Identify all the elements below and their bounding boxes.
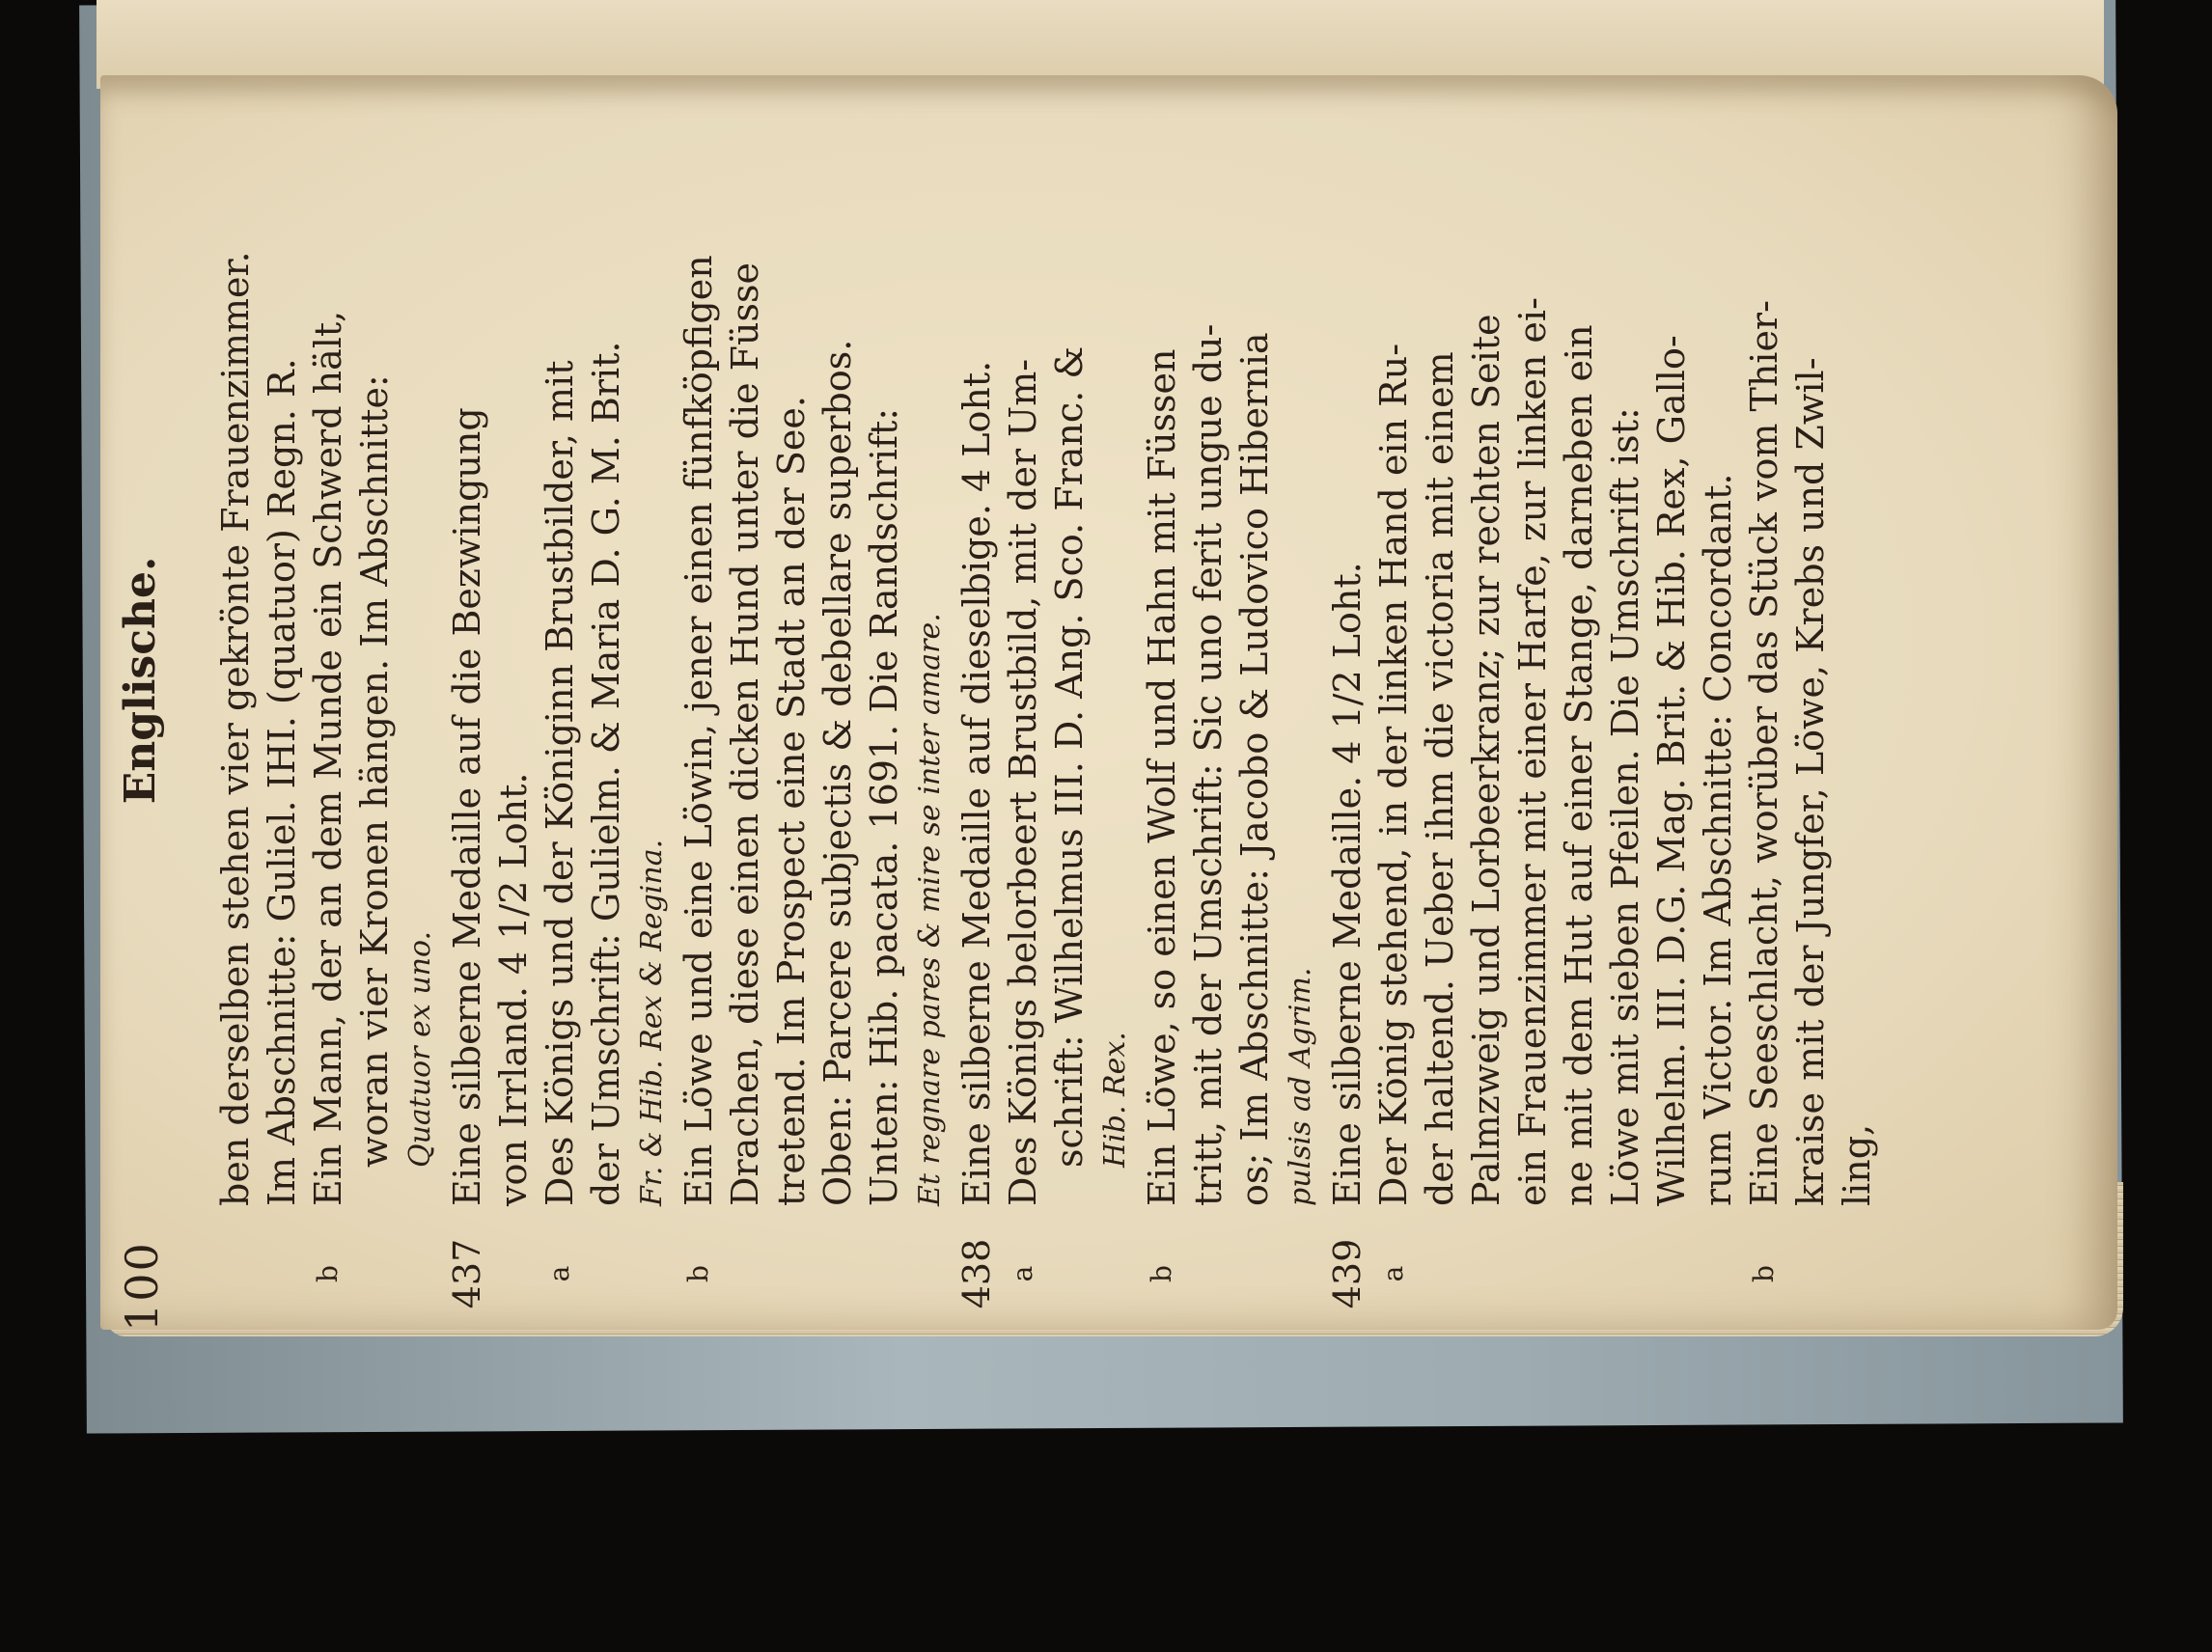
running-head: Englische.	[116, 556, 165, 805]
line-text: Eine Seeschlacht, worüber das Stück vom Thier-	[1743, 300, 1785, 1206]
text-line	[537, 29, 583, 1332]
line-text: Der König stehend, in der linken Hand ein Ru-	[1372, 343, 1415, 1206]
line-text: Unten: Hib. pacata. 1691. Die Randschrift:	[863, 407, 905, 1206]
text-line	[1741, 29, 1787, 1332]
line-text: ling,	[1836, 1123, 1878, 1206]
page-header	[116, 29, 183, 1332]
line-text: Löwe mit sieben Pfeilen. Die Umschrift ist:	[1604, 407, 1646, 1206]
text-line	[722, 29, 768, 1332]
line-text: Palmzweig und Lorbeerkranz; zur rechten Seite	[1465, 314, 1507, 1206]
page-text	[116, 29, 1998, 1332]
side-marker: a	[1377, 1265, 1409, 1282]
page-number: 100	[116, 1241, 168, 1332]
text-line	[1556, 29, 1602, 1332]
text-line	[398, 29, 444, 1332]
text-line	[1092, 29, 1139, 1332]
text-line	[1417, 29, 1463, 1332]
text-line	[490, 29, 537, 1332]
side-marker: b	[1146, 1265, 1177, 1282]
line-text: Ein Löwe, so einen Wolf und Hahn mit Füssen	[1141, 348, 1183, 1206]
line-text: Des Königs belorbeert Brustbild, mit der Um-	[1002, 358, 1044, 1206]
line-text: Eine silberne Medaille auf die Bezwingung	[446, 407, 488, 1206]
text-line	[1834, 29, 1880, 1332]
line-text: Ein Löwe und eine Löwin, jener einen fünfköpfigen	[677, 255, 720, 1206]
text-line	[907, 29, 954, 1332]
line-text: os; Im Abschnitte: Jacobo & Ludovico Hibernia	[1233, 332, 1276, 1206]
text-line	[1324, 29, 1370, 1332]
line-text: Et regnare pares & mire se inter amare.	[913, 613, 947, 1206]
text-line	[629, 29, 676, 1332]
line-text: ne mit dem Hut auf einer Stange, darneben ein	[1558, 324, 1600, 1206]
line-text: pulsis ad Agrim.	[1284, 967, 1317, 1206]
line-text: Im Abschnitte: Guliel. IHI. (quatuor) Regn. R.	[261, 358, 303, 1206]
text-line	[1185, 29, 1231, 1332]
text-line	[1231, 29, 1278, 1332]
text-line	[305, 29, 351, 1332]
text-line	[1278, 29, 1324, 1332]
line-text: Quatuor ex uno.	[403, 930, 437, 1168]
text-line	[1463, 29, 1509, 1332]
text-line	[1370, 29, 1417, 1332]
text-line	[954, 29, 1000, 1332]
line-text: von Irrland. 4 1/2 Loht.	[492, 772, 535, 1206]
text-line	[212, 29, 259, 1332]
line-text: Oben: Parcere subjectis & debellare superbos.	[816, 339, 859, 1206]
text-line	[1509, 29, 1556, 1332]
line-text: ben derselben stehen vier gekrönte Frauenzimmer.	[214, 251, 257, 1206]
line-text: tretend. Im Prospect eine Stadt an der See.	[770, 396, 813, 1206]
side-marker: a	[1007, 1265, 1038, 1282]
line-text: kraise mit der Jungfer, Löwe, Krebs und Zwil-	[1789, 357, 1832, 1206]
line-text: Ein Mann, der an dem Munde ein Schwerd hält,	[307, 310, 349, 1206]
line-text: Hib. Rex.	[1098, 1032, 1132, 1168]
line-text: Eine silberne Medaille. 4 1/2 Loht.	[1326, 562, 1369, 1206]
page-body	[212, 29, 1880, 1332]
line-text: Wilhelm. III. D.G. Mag. Brit. & Hib. Rex, Gallo-	[1650, 335, 1693, 1206]
line-text: Drachen, diese einen dicken Hund unter die Füsse	[724, 262, 766, 1206]
text-line	[583, 29, 629, 1332]
text-line	[676, 29, 722, 1332]
text-line	[1602, 29, 1648, 1332]
text-line	[1695, 29, 1741, 1332]
text-line	[1000, 29, 1046, 1332]
entry-number: 438	[955, 1238, 998, 1309]
text-line	[768, 29, 815, 1332]
line-text: Fr. & Hib. Rex & Regina.	[635, 839, 669, 1206]
text-line	[259, 29, 305, 1332]
side-marker: a	[543, 1265, 575, 1282]
line-text: der Umschrift: Gulielm. & Maria D. G. M. Brit.	[585, 341, 627, 1206]
line-text: woran vier Kronen hängen. Im Abschnitte:	[353, 374, 396, 1168]
text-line	[1139, 29, 1185, 1332]
text-line	[815, 29, 861, 1332]
line-text: tritt, mit der Umschrift: Sic uno ferit ungue du-	[1187, 323, 1230, 1206]
entry-number: 437	[446, 1238, 488, 1309]
line-text: Eine silberne Medaille auf dieselbige. 4 Loht.	[955, 360, 998, 1206]
side-marker: b	[682, 1265, 714, 1282]
text-line	[1787, 29, 1834, 1332]
text-line	[1648, 29, 1695, 1332]
side-marker: b	[1748, 1265, 1780, 1282]
line-text: der haltend. Ueber ihm die victoria mit einem	[1419, 351, 1461, 1206]
line-text: rum Victor. Im Abschnitte: Concordant.	[1697, 473, 1739, 1206]
text-line	[861, 29, 907, 1332]
line-text: schrift: Wilhelmus III. D. Ang. Sco. Franc. &	[1048, 345, 1091, 1168]
text-line	[351, 29, 398, 1332]
line-text: Des Königs und der Königinn Brustbilder, mit	[539, 360, 581, 1206]
side-marker: b	[312, 1265, 344, 1282]
line-text: ein Frauenzimmer mit einer Harfe, zur linken ei-	[1511, 297, 1554, 1206]
text-line	[444, 29, 490, 1332]
entry-number: 439	[1326, 1238, 1369, 1309]
text-line	[1046, 29, 1092, 1332]
